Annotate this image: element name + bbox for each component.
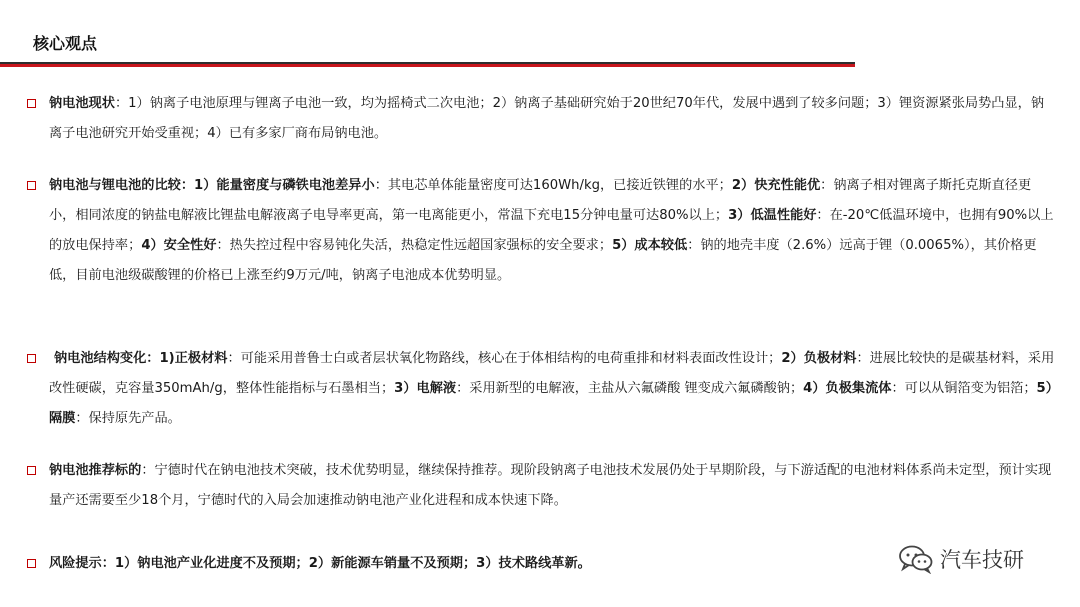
bullet-heading: 2）快充性能优 xyxy=(731,178,821,193)
bullet-sodium-battery-status xyxy=(27,89,1057,149)
bullet-body: ：其电芯单体能量密度可达160Wh/kg，已接近铁锂的水平； xyxy=(374,178,732,193)
bullet-body: ：保持原先产品。 xyxy=(75,411,181,426)
bullet-recommended-stocks xyxy=(27,456,1057,516)
bullet-sodium-vs-lithium xyxy=(27,171,1057,291)
bullet-body: ：钠离子相对锂离子斯托克斯直径更小，相同浓度的钠盐电解液比锂盐电解液离子电导率更高，第一电离能更小，常温下充电15分钟电量可达80%以上； xyxy=(49,178,1032,223)
bullet-heading: 4）安全性好 xyxy=(141,238,217,253)
bullet-structure-changes xyxy=(27,344,1057,434)
bullet-heading: 风险提示：1）钠电池产业化进度不及预期；2）新能源车销量不及预期；3）技术路线革新。 xyxy=(49,556,591,571)
bullet-body: ：进展比较快的是碳基材料，采用改性硬碳，克容量350mAh/g，整体性能指标与石墨相当； xyxy=(49,351,1055,396)
bullet-body: ：宁德时代在钠电池技术突破，技术优势明显，继续保持推荐。现阶段钠离子电池技术发展仍处于早期阶段，与下游适配的电池材料体系尚未定型，预计实现量产还需要至少18个月，宁德时代的入局会加速推动钠电池产业化进程和成本快速下降。 xyxy=(49,463,1052,508)
bullet-body: ：可以从铜箔变为铝箔； xyxy=(891,381,1037,396)
bullet-heading: 3）电解液 xyxy=(394,381,457,396)
bullet-heading: 钠电池与锂电池的比较：1）能量密度与磷铁电池差异小 xyxy=(49,178,375,193)
title-divider-red xyxy=(0,64,855,67)
bullet-text xyxy=(49,171,1057,291)
bullet-heading: 5）隔膜 xyxy=(49,381,1053,426)
bullet-heading: 3）低温性能好 xyxy=(728,208,817,223)
square-bullet-icon xyxy=(27,354,36,363)
square-bullet-icon xyxy=(27,181,36,190)
bullet-body: ：采用新型的电解液，主盐从六氟磷酸 锂变成六氟磷酸钠； xyxy=(456,381,804,396)
bullet-body: ：1）钠离子电池原理与锂离子电池一致，均为摇椅式二次电池；2）钠离子基础研究始于20世纪70年代，发展中遇到了较多问题；3）锂资源紧张局势凸显，钠离子电池研究开始受重视；4）已有多家厂商布局钠电池。 xyxy=(49,96,1045,141)
square-bullet-icon xyxy=(27,466,36,475)
square-bullet-icon xyxy=(27,99,36,108)
bullet-heading: 钠电池结构变化：1)正极材料 xyxy=(54,351,228,366)
square-bullet-icon xyxy=(27,559,36,568)
bullet-body: ：在-20℃低温环境中，也拥有90%以上的放电保持率； xyxy=(49,208,1054,253)
bullet-heading: 钠电池推荐标的 xyxy=(49,463,142,478)
bullet-text xyxy=(49,456,1057,516)
bullet-body: ：钠的地壳丰度（2.6%）远高于锂（0.0065%），其价格更低，目前电池级碳酸锂的价格已上涨至约9万元/吨，钠离子电池成本优势明显。 xyxy=(49,238,1037,283)
bullet-body: ：可能采用普鲁士白或者层状氧化物路线，核心在于体相结构的电荷重排和材料表面改性设计； xyxy=(227,351,782,366)
bullet-heading: 2）负极材料 xyxy=(781,351,857,366)
bullet-heading: 4）负极集流体 xyxy=(803,381,892,396)
bullet-heading: 5）成本较低 xyxy=(612,238,688,253)
wechat-icon xyxy=(898,544,934,574)
bullet-body: ：热失控过程中容易钝化失活，热稳定性远超国家强标的安全要求； xyxy=(216,238,613,253)
watermark-label: 汽车技研 xyxy=(940,548,1024,572)
bullet-heading: 钠电池现状 xyxy=(49,96,115,111)
bullet-text xyxy=(49,89,1057,149)
bullet-text xyxy=(49,344,1057,434)
watermark xyxy=(898,544,1024,574)
page-title: 核心观点 xyxy=(33,34,98,53)
